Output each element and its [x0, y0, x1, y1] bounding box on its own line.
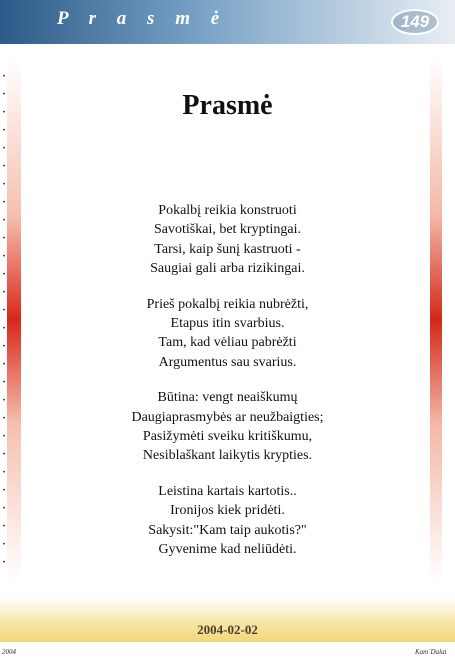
poem-line: Prieš pokalbį reikia nubrėžti,: [146, 296, 309, 312]
side-vertical-letters: • • • • • • • • • • • • • • • • • • • • • • • • • • • •: [2, 73, 6, 566]
poem-line: Etapus itin svarbius.: [170, 316, 285, 332]
header-title: P r a s m ė: [57, 8, 228, 29]
stanza: [0, 295, 455, 373]
credit-left: 2004: [2, 648, 16, 656]
poem-line: Leistina kartais kartotis..: [158, 483, 297, 499]
poem-line: Saugiai gali arba rizikingai.: [150, 261, 305, 277]
poem-line: Gyvenime kad neliūdėti.: [158, 542, 297, 558]
poem-line: Tarsi, kaip šunį kastruoti -: [154, 241, 301, 257]
page-number-badge: [391, 9, 439, 35]
poem-title: Prasmė: [182, 90, 273, 121]
poem-line: Būtina: vengt neaiškumų: [157, 390, 298, 406]
poem-line: Ironijos kiek pridėti.: [170, 503, 285, 519]
poem-line: Tam, kad vėliau pabrėžti: [158, 335, 297, 351]
stanza: [0, 388, 455, 466]
footer-date: 2004-02-02: [197, 622, 258, 637]
stanza: [0, 482, 455, 560]
poem-line: Pasižymėti sveiku kritiškumu,: [142, 429, 313, 445]
stanza: [0, 201, 455, 279]
poem-line: Savotiškai, bet kryptingai.: [154, 222, 301, 238]
poem-line: Nesiblaškant laikytis krypties.: [142, 448, 313, 464]
credit-right: Kam´Dalat: [415, 648, 447, 656]
poem-line: Daugiaprasmybės ar neužbaigties;: [131, 409, 324, 425]
page-number: 149: [400, 12, 430, 31]
header-bar: [0, 0, 455, 44]
poem-line: Pokalbį reikia konstruoti: [158, 203, 297, 218]
poem-body: [0, 201, 455, 576]
poem-line: Sakysit:"Kam taip aukotis?": [148, 522, 307, 538]
poem-line: Argumentus sau svarius.: [158, 354, 297, 370]
